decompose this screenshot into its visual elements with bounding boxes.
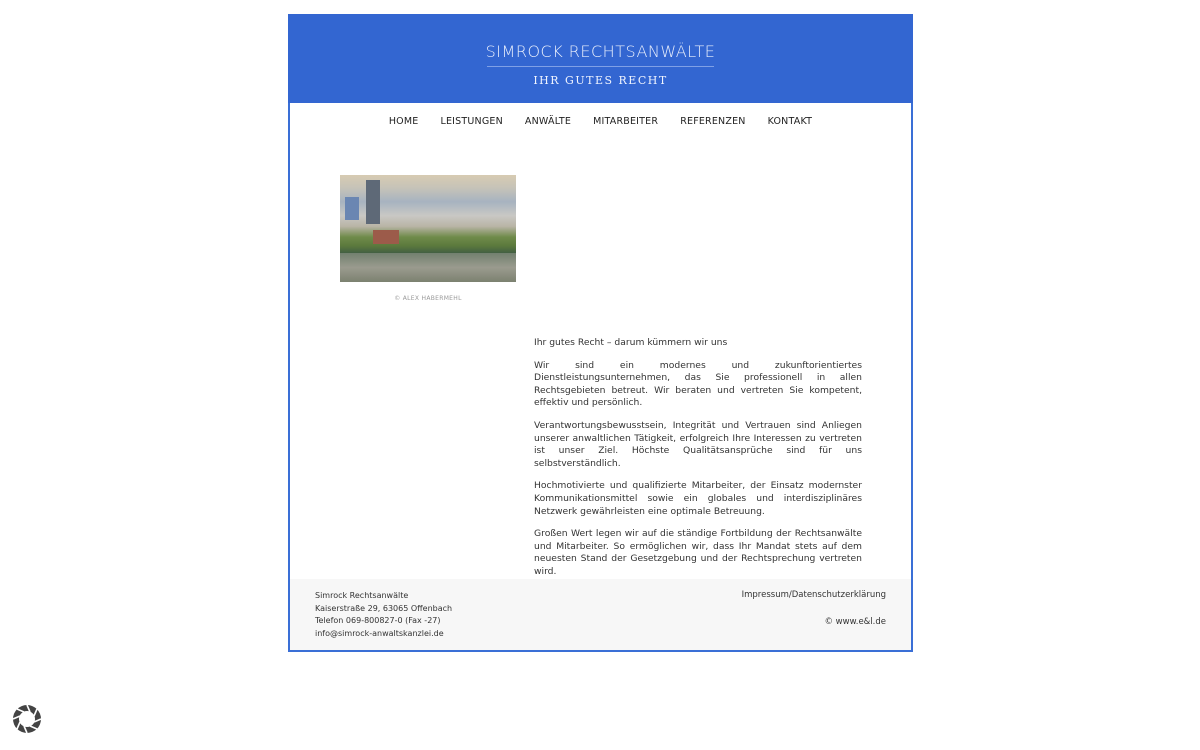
nav-mitarbeiter[interactable]: MITARBEITER: [593, 116, 659, 127]
content-paragraph: Wir sind ein modernes und zukunftorientiertes Dienstleistungsunternehmen, das Sie professionell in allen Rechtsgebieten betreut. Wir beraten und vertreten Sie kompetent, effektiv und persönlich.: [534, 359, 862, 409]
nav-leistungen[interactable]: LEISTUNGEN: [440, 116, 503, 127]
content-paragraph: Großen Wert legen wir auf die ständige Fortbildung der Rechtsanwälte und Mitarbeiter. So ermöglichen wir, dass Ihr Mandat stets auf dem neuesten Stand der Gesetzgebung und der Rechtsprechung vertreten wird.: [534, 528, 862, 577]
footer-email-link[interactable]: info@simrock-anwaltskanzlei.de: [315, 628, 444, 638]
content-lead: Ihr gutes Recht – darum kümmern wir uns: [534, 337, 728, 348]
nav-referenzen[interactable]: REFERENZEN: [680, 116, 746, 127]
nav-home[interactable]: HOME: [388, 116, 419, 127]
imprint-link[interactable]: Impressum/Datenschutzerklärung: [741, 590, 886, 600]
credit-link[interactable]: © www.e&l.de: [824, 617, 886, 627]
main-content: [534, 337, 862, 589]
photo-building: [345, 197, 359, 220]
site-brand[interactable]: SIMROCK RECHTSANWÄLTE: [485, 42, 716, 61]
footer-street: Kaiserstraße 29, 63065 Offenbach: [315, 603, 453, 613]
footer-company: Simrock Rechtsanwälte: [315, 591, 409, 600]
city-photo: [340, 175, 516, 282]
photo-river: [340, 253, 516, 282]
nav-anwaelte[interactable]: ANWÄLTE: [524, 116, 572, 127]
content-paragraph: Hochmotivierte und qualifizierte Mitarbeiter, der Einsatz modernster Kommunikationsmittel sowie ein globales und interdisziplinäres Netzwerk gewährleisten eine optimale Betreuung.: [534, 480, 862, 517]
footer-address: [315, 590, 452, 640]
site-tagline: IHR GUTES RECHT: [533, 74, 668, 87]
site-header: [288, 14, 913, 103]
footer-phone: Telefon 069-800827-0 (Fax -27): [315, 616, 441, 626]
nav-kontakt[interactable]: KONTAKT: [767, 116, 813, 127]
photo-tower: [366, 180, 380, 224]
content-paragraph: Verantwortungsbewusstsein, Integrität und Vertrauen sind Anliegen unserer anwaltlichen Tätigkeit, erfolgreich Ihre Interessen zu vertreten ist unser Ziel. Höchste Qualitätsansprüche sind für uns selbstverständlich.: [534, 419, 862, 469]
page-container: [288, 14, 913, 652]
main-nav: [290, 116, 911, 127]
photo-red-building: [373, 230, 399, 244]
loading-spinner-icon[interactable]: [11, 703, 43, 735]
photo-credit: © ALEX HABERMEHL: [394, 295, 462, 302]
site-footer: [290, 579, 911, 650]
brand-divider: [487, 66, 714, 67]
